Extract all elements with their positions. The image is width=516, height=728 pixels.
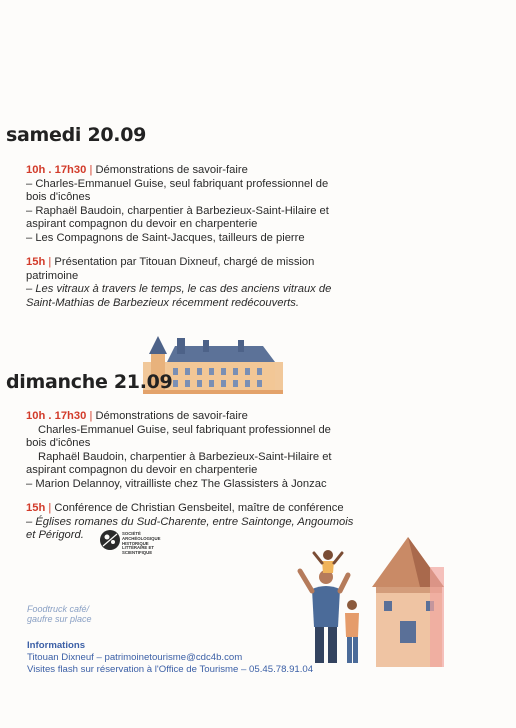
foodtruck-line: Foodtruck café/ [27,604,90,614]
booking-line: Visites flash sur réservation à l'Office de Tourisme – 05.45.78.91.04 [27,664,314,676]
list-item: bois d'icônes [26,191,91,204]
information-section [27,640,313,677]
saturday-demonstrations [26,164,378,246]
list-item: – Raphaël Baudoin, charpentier à Barbezieux-Saint-Hilaire et [26,204,329,217]
separator: | [48,256,52,268]
separator: | [89,164,93,176]
information-title: Informations [27,640,86,651]
foodtruck-line: gaufre sur place [27,614,92,624]
block-heading-continued: patrimoine [26,269,79,282]
list-item: – Charles-Emmanuel Guise, seul fabriquant professionnel de [26,177,329,190]
block-heading: Conférence de Christian Gensbeitel, maître de conférence [54,502,344,514]
time-label: 10h . 17h30 [26,410,87,422]
list-item: aspirant compagnon du devoir en charpenterie [26,218,258,231]
family-tower-illustration [292,527,482,667]
foodtruck-note [27,604,92,624]
saturday-presentation [26,256,378,310]
time-label: 10h . 17h30 [26,164,87,176]
society-logo-text: SOCIÉTÉ ARCHÉOLOGIQUE HISTORIQUE LITTÉRAIRE ET SCIENTIFIQUE [122,531,161,556]
list-item: aspirant compagnon du devoir en charpenterie [26,464,258,477]
block-heading: Présentation par Titouan Dixneuf, chargé de mission [54,256,315,268]
list-item: – Les Compagnons de Saint-Jacques, tailleurs de pierre [26,231,305,244]
talk-title: et Périgord. [26,529,84,542]
list-item: Raphaël Baudoin, charpentier à Barbezieux-Saint-Hilaire et [38,450,332,463]
contact-line: Titouan Dixneuf – patrimoinetourisme@cdc4b.com [27,652,243,664]
block-heading: Démonstrations de savoir-faire [95,164,248,176]
sunday-demonstrations [26,410,378,492]
society-logo-icon [99,528,121,552]
saturday-title: samedi 20.09 [6,124,147,146]
separator: | [48,502,52,514]
sunday-title: dimanche 21.09 [6,371,173,393]
block-heading: Démonstrations de savoir-faire [95,410,248,422]
list-item: bois d'icônes [26,437,91,450]
talk-title: – Églises romanes du Sud-Charente, entre Saintonge, Angoumois [26,515,354,528]
list-item: – Marion Delannoy, vitrailliste chez The Glassisters à Jonzac [26,477,327,490]
time-label: 15h [26,502,46,514]
time-label: 15h [26,256,46,268]
talk-title: – Les vitraux à travers le temps, le cas des anciens vitraux de [26,283,332,296]
separator: | [89,410,93,422]
list-item: Charles-Emmanuel Guise, seul fabriquant professionnel de [38,423,331,436]
talk-title: Saint-Mathias de Barbezieux récemment redécouverts. [26,296,299,309]
